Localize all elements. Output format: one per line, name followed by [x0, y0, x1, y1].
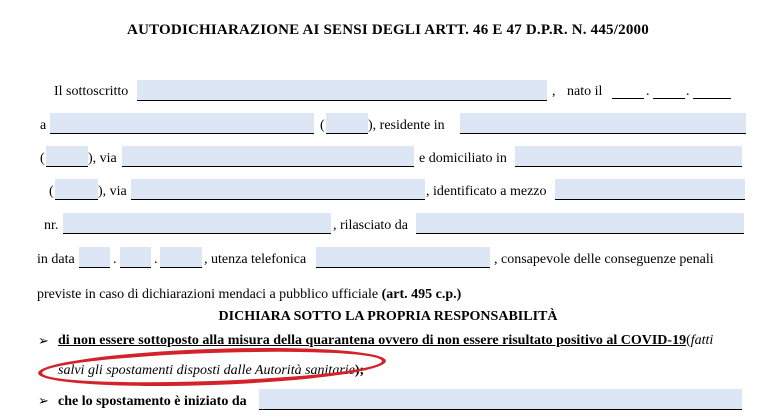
label-dot: . — [646, 84, 650, 99]
paren-open: ( — [686, 333, 691, 348]
domicile-field[interactable] — [515, 146, 742, 167]
birth-month-field[interactable] — [653, 98, 685, 99]
label-paren: ( — [320, 118, 325, 133]
residence-field[interactable] — [460, 113, 746, 134]
section-title: DICHIARA SOTTO LA PROPRIA RESPONSABILITÀ — [218, 309, 558, 324]
quarantine-statement: di non essere sottoposto alla misura della quarantena ovvero di non essere risultato positivo al COVID-19 — [58, 333, 687, 348]
label-a: a — [40, 118, 47, 133]
label-spostamento-iniziato: che lo spostamento è iniziato da — [58, 394, 247, 409]
red-highlight-annotation — [37, 343, 386, 391]
residence-province-field[interactable] — [46, 146, 88, 167]
departure-field[interactable] — [259, 389, 742, 410]
label-sottoscritto: Il sottoscritto — [54, 84, 129, 99]
page-title: AUTODICHIARAZIONE AI SENSI DEGLI ARTT. 46 E 47 D.P.R. N. 445/2000 — [127, 22, 649, 38]
bullet-arrow-icon: ➢ — [38, 393, 49, 408]
previste-text: previste in caso di dichiarazioni mendaci a pubblico ufficiale — [37, 287, 379, 302]
domicile-street-field[interactable] — [131, 179, 425, 200]
exception-text-2: salvi gli spostamenti disposti dalle Autorità sanitarie — [58, 363, 355, 378]
label-paren: ( — [40, 151, 45, 166]
paren-close: ); — [354, 363, 365, 378]
exception-text-1: fatti — [690, 333, 714, 348]
label-via: ), via — [98, 184, 127, 199]
label-nato-il: nato il — [567, 84, 603, 99]
article-reference: (art. 495 c.p.) — [381, 287, 462, 302]
label-dot: . — [686, 84, 690, 99]
birth-province-field[interactable] — [326, 113, 368, 134]
label-in-data: in data — [37, 252, 75, 267]
label-utenza: , utenza telefonica — [204, 252, 307, 267]
label-comma: , — [552, 84, 556, 99]
birth-day-field[interactable] — [612, 98, 644, 99]
label-paren: ( — [49, 184, 54, 199]
label-consapevole: , consapevole delle conseguenze penali — [494, 252, 714, 267]
birth-year-field[interactable] — [693, 98, 731, 99]
label-via: ), via — [88, 151, 117, 166]
birthplace-field[interactable] — [50, 113, 314, 134]
label-previste — [37, 287, 461, 303]
document-number-field[interactable] — [63, 213, 331, 234]
label-residente-in: ), residente in — [368, 118, 445, 133]
domicile-province-field[interactable] — [55, 179, 98, 200]
name-field[interactable] — [137, 80, 547, 101]
id-document-field[interactable] — [555, 179, 745, 200]
label-domiciliato-in: e domiciliato in — [419, 151, 507, 166]
residence-street-field[interactable] — [122, 146, 414, 167]
issued-by-field[interactable] — [416, 213, 744, 234]
label-dot: . — [113, 252, 117, 267]
declaration-item-quarantine[interactable] — [58, 333, 713, 349]
phone-field[interactable] — [316, 247, 490, 268]
label-dot: . — [154, 252, 158, 267]
issue-month-field[interactable] — [120, 247, 151, 268]
bullet-arrow-icon: ➢ — [38, 333, 49, 348]
label-rilasciato: , rilasciato da — [333, 218, 409, 233]
issue-year-field[interactable] — [160, 247, 202, 268]
issue-day-field[interactable] — [79, 247, 110, 268]
label-identificato: , identificato a mezzo — [426, 184, 547, 199]
label-nr: nr. — [44, 218, 59, 233]
